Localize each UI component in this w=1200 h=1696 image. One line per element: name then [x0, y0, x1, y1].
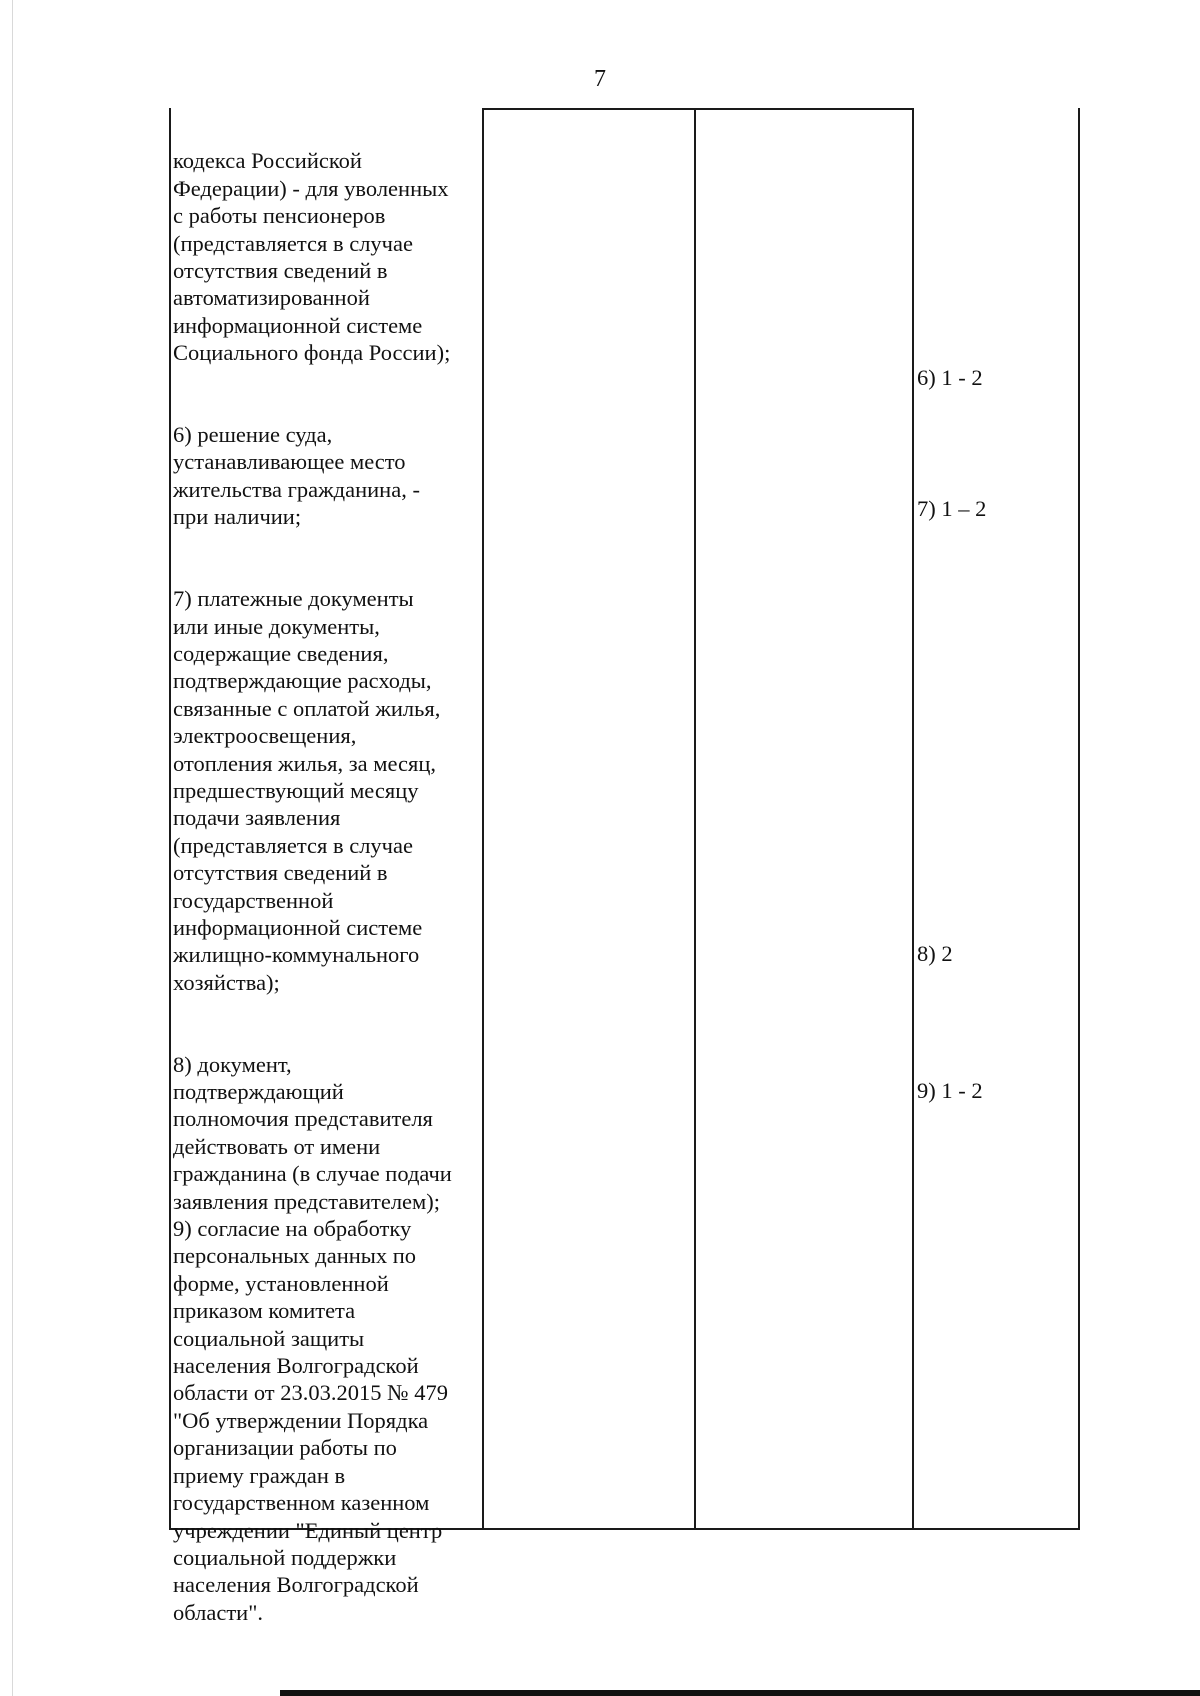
document-list-column: [173, 120, 483, 1654]
ref-item-7: 7) 1 – 2: [917, 496, 987, 521]
list-item-7: 7) платежные документы или иные документы, содержащие сведения, подтверждающие расходы, связанные с оплатой жилья, электроосвещения, отопления жилья, за месяц, предшествующий месяцу подачи заявления (представляется в случае отсутствия сведений в государственной информационной системе жилищно-коммунального хозяйства);: [173, 586, 441, 995]
column-divider-3: [912, 108, 914, 1530]
column-top-border: [482, 108, 914, 110]
scan-edge-line: [12, 0, 13, 1696]
list-item-8-9: 8) документ, подтверждающий полномочия представителя действовать от имени гражданина (в случае подачи заявления представителем); 9) согласие на обработку персональных данных по форме, установленной приказом комитета социальной защиты населения Волгоградской области от 23.03.2015 № 479 "Об утверждении Порядка организации работы по приему граждан в государственном казенном учреждении "Единый центр социальной поддержки населения Волгоградской области".: [173, 1051, 452, 1625]
list-item-6: 6) решение суда, устанавливающее место жительства гражданина, - при наличии;: [173, 422, 420, 530]
list-item-5-continued: кодекса Российской Федерации) - для уволенных с работы пенсионеров (представляется в случае отсутствия сведений в автоматизированной информационной системе Социального фонда России);: [173, 148, 451, 366]
page-number: 7: [594, 66, 606, 92]
scan-bottom-edge: [280, 1690, 1200, 1696]
ref-item-6: 6) 1 - 2: [917, 365, 983, 390]
column-divider-2: [694, 108, 696, 1530]
ref-item-9: 9) 1 - 2: [917, 1078, 983, 1103]
ref-item-8: 8) 2: [917, 941, 953, 966]
